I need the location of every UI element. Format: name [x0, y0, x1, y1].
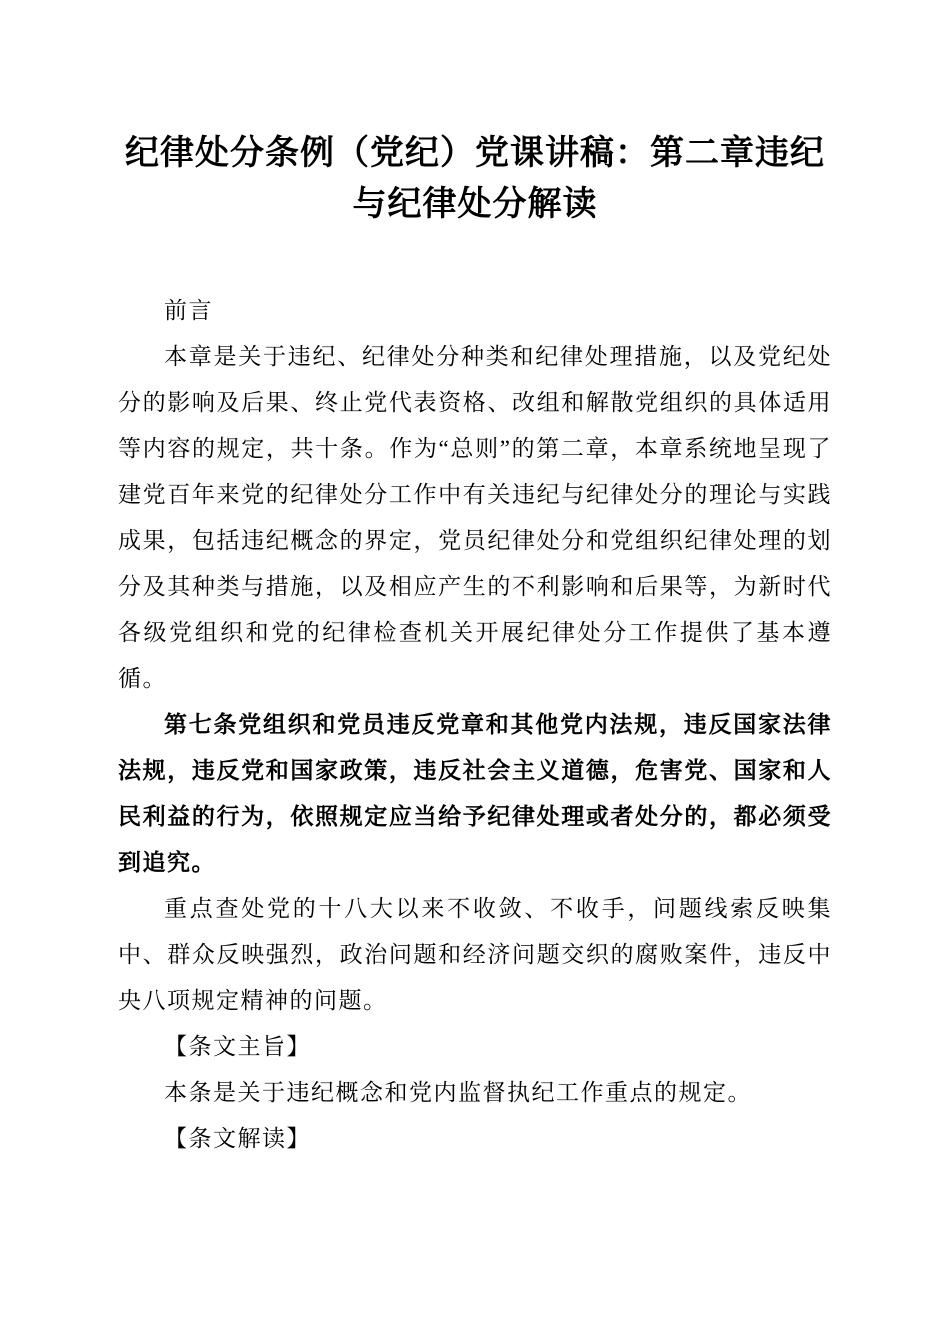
document-title: 纪律处分条例（党纪）党课讲稿：第二章违纪与纪律处分解读: [125, 135, 825, 223]
paragraph-key-investigation: 重点查处党的十八大以来不收敛、不收手，问题线索反映集中、群众反映强烈，政治问题和经济问题交织的腐败案件，违反中央八项规定精神的问题。: [118, 896, 832, 1013]
paragraph-chapter-overview: 本章是关于违纪、纪律处分种类和纪律处理措施，以及党纪处分的影响及后果、终止党代表资格、改组和解散党组织的具体适用等内容的规定，共十条。作为“总则”的第二章，本章系统地呈现了建党百年来党的纪律处分工作中有关违纪与纪律处分的理论与实践成果，包括违纪概念的界定，党员纪律处分和党组织纪律处理的划分及其种类与措施，以及相应产生的不利影响和后果等，为新时代各级党组织和党的纪律检查机关开展纪律处分工作提供了基本遵循。: [118, 344, 832, 691]
paragraph-clause-purpose-body: 本条是关于违纪概念和党内监督执纪工作重点的规定。: [164, 1080, 752, 1105]
paragraph-preface-label: 前言: [164, 298, 213, 323]
paragraph-article-seven: 第七条党组织和党员违反党章和其他党内法规，违反国家法律法规，违反党和国家政策，违反社会主义道德，危害党、国家和人民利益的行为，依照规定应当给予纪律处理或者处分的，都必须受到追究。: [118, 712, 832, 875]
paragraph-clause-interpretation-heading: 【条文解读】: [164, 1126, 311, 1151]
paragraph-clause-purpose-heading: 【条文主旨】: [164, 1034, 311, 1059]
